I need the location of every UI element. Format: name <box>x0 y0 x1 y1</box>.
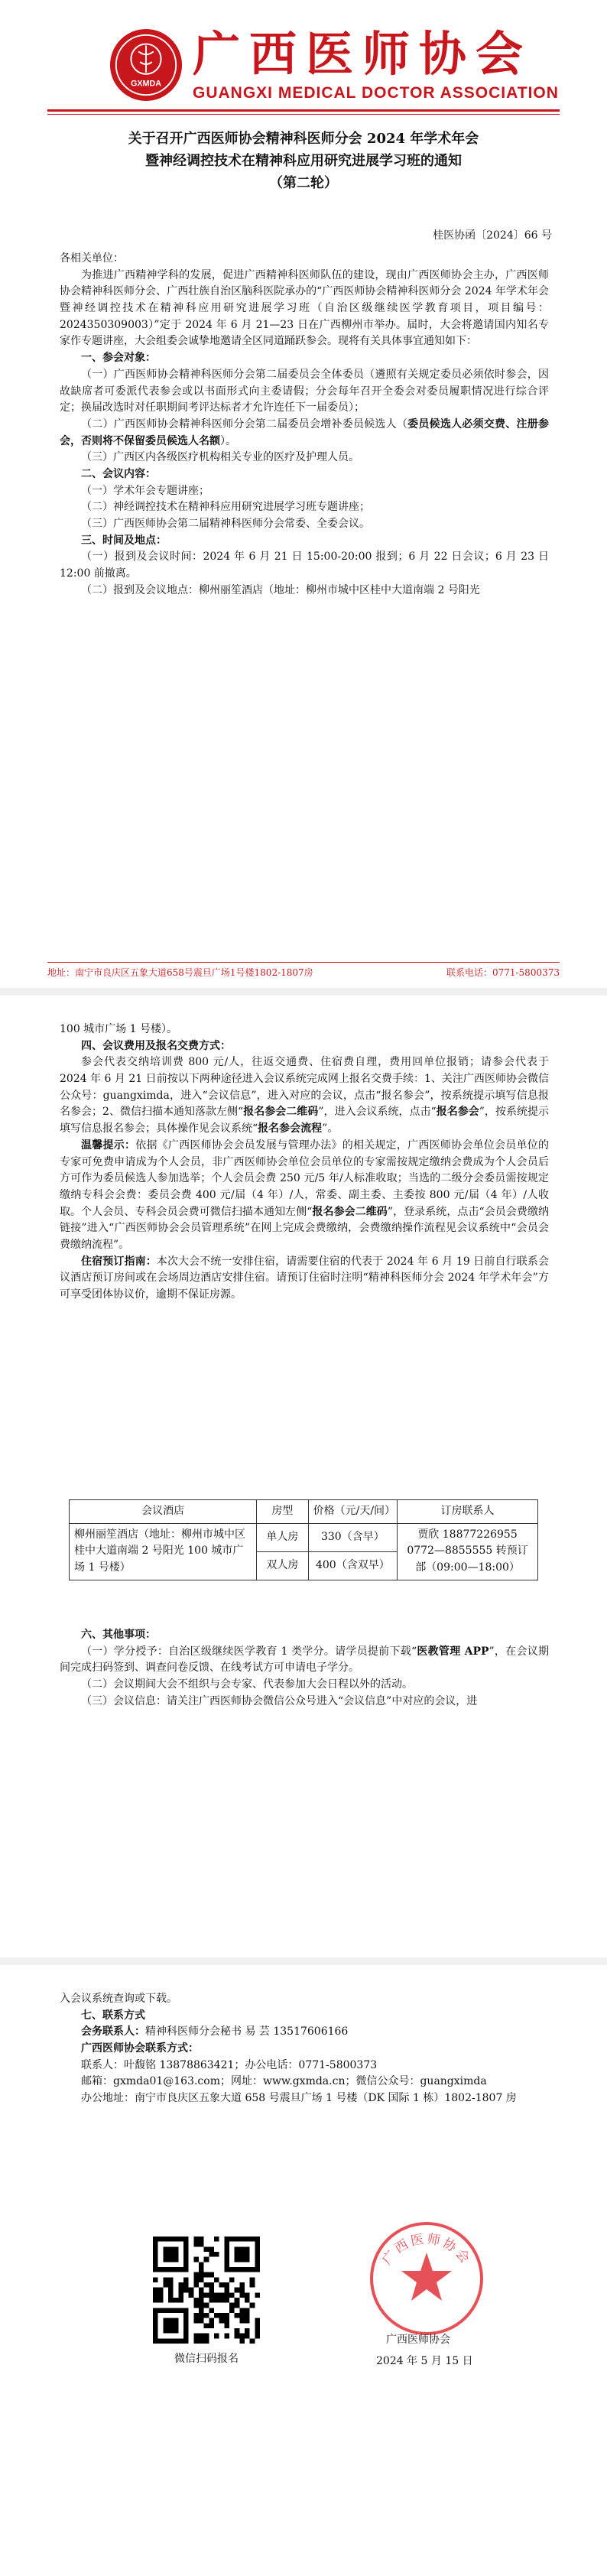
list-item-continued: 100 城市广场 1 号楼）。 <box>60 1023 177 1035</box>
org-name-en: GUANGXI MEDICAL DOCTOR ASSOCIATION <box>193 84 559 102</box>
list-item: （二）广西医师协会精神科医师分会第二届委员会增补委员候选人（委员候选人必须交费、注册参会，否则将不保留委员候选人名额）。 <box>60 417 550 447</box>
list-item: （二）神经调控技术在精神科应用研究进展学习班专题讲座； <box>81 501 370 514</box>
contact-cell: 贾欣 18877226955 0772—8855555 转预订部（09:00—18:00） <box>398 1523 538 1580</box>
association-contact-heading: 广西医师协会联系方式： <box>81 2042 199 2055</box>
tips-paragraph: 温馨提示：依据《广西医师协会会员发展与管理办法》的相关规定，广西医师协会单位会员单位的专家可免费申请成为个人会员，非广西医师协会单位会员单位的专家需按规定缴纳会费成为个人会员后方可作为委员候选人参加选举；个人会员会费 250 元/5 年/人标准收取；当选的二级分会委员需按规定缴纳专科会会费：委员会费 400 元/届（4 年）/人，常委、副主委、主委按 800 元/届（4 年）/人收取。个人会员、专科会员会费可微信扫描本通知左侧“报名参会二维码”，登录系统，点击“会员会费缴纳链接”进入“广西医师协会会员管理系统”在网上完成会费缴纳，会费缴纳操作流程见会议系统中“会员会费缴纳流程”。 <box>60 1139 550 1251</box>
list-item-continued: 入会议系统查询或下载。 <box>60 1993 177 2005</box>
section-heading: 七、联系方式 <box>81 2009 145 2022</box>
section-heading: 六、其他事项： <box>81 1629 156 1641</box>
list-item: （一）广西医师协会精神科医师分会第二届委员会全体委员（遴照有关规定委员必须依时参会，因故缺席者可委派代表参会或以书面形式向主委请假；分会每年召开全委会对委员履职情况进行综合评定；换届改选时对任职期间考评达标者才允许连任下一届委员）； <box>60 368 549 414</box>
header-rule-thin <box>47 114 560 115</box>
hotel-table <box>69 1499 538 1580</box>
signature-org: 广西医师协会 <box>386 2334 450 2346</box>
notice-title <box>47 128 560 194</box>
table-row <box>70 1523 538 1551</box>
org-name-cn: 广西医师协会 <box>193 26 533 82</box>
qr-caption: 微信扫码报名 <box>174 2353 239 2365</box>
list-item: （三）广西区内各级医疗机构相关专业的医疗及护理人员。 <box>81 451 359 464</box>
salutation: 各相关单位： <box>60 252 124 265</box>
section-heading: 一、参会对象： <box>81 352 156 365</box>
title-line: 暨神经调控技术在精神科应用研究进展学习班的通知 <box>145 152 462 169</box>
list-item: （三）会议信息：请关注广西医师协会微信公众号进入“会议信息”中对应的会议，进 <box>81 1694 478 1707</box>
header-rule-thick <box>47 109 560 112</box>
section-heading: 三、时间及地点： <box>81 534 167 547</box>
fee-paragraph: 参会代表交纳培训费 800 元/人，往返交通费、住宿费自理，费用回单位报销；请参会代表于 2024 年 6 月 21 日前按以下两种途径进入会议系统完成网上报名交费手续：1、关注广西医师协会微信公众号：guangximda，进入“会议信息”，进入对应的会议，点击“报名参会”，按系统提示填写信息报名参会；2、微信扫描本通知落款左侧“报名参会二维码”，进入会议系统，点击“报名参会”，按系统提示填写信息报名参会；具体操作见会议系统“报名参会流程”。 <box>60 1056 549 1135</box>
table-header: 价格（元/天/间） <box>308 1500 397 1524</box>
registration-qr-code[interactable] <box>153 2237 260 2344</box>
section-heading: 四、会议费用及报名交费方式： <box>81 1039 231 1052</box>
office-line: 办公地址：南宁市良庆区五象大道 658 号震旦广场 1 号楼（DK 国际 1 栋）1802-1807 房 <box>81 2092 517 2105</box>
footer-address: 地址：南宁市良庆区五象大道658号震旦广场1号楼1802-1807房 <box>47 967 313 978</box>
table-header-row <box>70 1500 538 1524</box>
notice-body-page1 <box>60 251 549 599</box>
lodging-paragraph: 住宿预订指南：本次大会不统一安排住宿，请需要住宿的代表于 2024 年 6 月 19 日前自行联系会议酒店预订房间或在会场周边酒店安排住宿。请预订住宿时注明“精神科医师分会 2024 年学术年会”方可享受团体协议价，逾期不保证房源。 <box>60 1255 549 1301</box>
list-item: （二）报到及会议地点：柳州丽笙酒店（地址：柳州市城中区桂中大道南端 2 号阳光 <box>81 583 480 596</box>
list-item: （一）报到及会议时间：2024 年 6 月 21 日 15:00-20:00 报到；6 月 22 日会议；6 月 23 日 12:00 前撤离。 <box>60 551 549 580</box>
table-header: 会议酒店 <box>70 1500 257 1524</box>
section-heading: 二、会议内容： <box>81 467 156 480</box>
notice-body-page3 <box>60 1991 549 2107</box>
title-line: 关于召开广西医师协会精神科医师分会 2024 年学术年会 <box>128 131 479 147</box>
intro-paragraph: 为推进广西精神学科的发展，促进广西精神科医师队伍的建设，现由广西医师协会主办，广西医师协会精神科医师分会、广西壮族自治区脑科医院承办的“广西医师协会精神科医师分会 2024 年学术年会暨神经调控技术在精神科应用研究进展学习班（自治区级继续医学教育项目，项目编号：2024350309003）”定于 2024 年 6 月 21—23 日在广西柳州市举办。届时，大会将邀请国内知名专家作专题讲座，大会组委会诚挚地邀请全区同道踊跃参会。现将有关具体事宜通知如下： <box>60 268 549 348</box>
list-item: （二）会议期间大会不组织与会专家、代表参加大会日程以外的活动。 <box>81 1678 413 1691</box>
logo-text: GXMDA <box>130 79 162 89</box>
list-item: （三）广西医师协会第二届精神科医师分会常委、全委会议。 <box>81 518 370 530</box>
price-cell: 330（含早） <box>308 1523 397 1551</box>
affairs-contact: 会务联系人：精神科医师分会秘书 易 芸 13517606166 <box>81 2025 349 2038</box>
official-seal <box>365 2217 488 2340</box>
list-item: （一）学术年会专题讲座； <box>81 484 209 497</box>
email-line: 邮箱：gxmda01@163.com；网址：www.gxmda.cn；微信公众号：guangximda <box>81 2075 487 2088</box>
title-line: （第二轮） <box>269 174 338 191</box>
contact-line: 联系人：叶馥铭 13878863421；办公电话：0771-5800373 <box>81 2058 378 2071</box>
room-type-cell: 双人房 <box>257 1551 308 1580</box>
notice-body-page2 <box>60 1022 549 1304</box>
notice-body-page2-other <box>60 1627 549 1710</box>
footer-rule <box>47 962 560 963</box>
page-separator <box>0 1957 607 1965</box>
room-type-cell: 单人房 <box>257 1523 308 1551</box>
table-header: 房型 <box>257 1500 308 1524</box>
list-item: （一）学分授予：自治区级继续医学教育 1 类学分。请学员提前下载“医教管理 APP”，在会议期间完成扫码签到、调查问卷反馈、在线考试方可申请电子学分。 <box>60 1645 549 1675</box>
hotel-cell: 柳州丽笙酒店（地址：柳州市城中区桂中大道南端 2 号阳光 100 城市广场 1 号楼） <box>70 1523 257 1580</box>
footer-phone: 联系电话：0771-5800373 <box>446 967 560 978</box>
document-number: 桂医协函〔2024〕66 号 <box>433 229 552 242</box>
association-logo <box>109 28 183 102</box>
table-header: 订房联系人 <box>398 1500 538 1524</box>
seal-text: 广西医师协会 <box>379 2231 474 2268</box>
page-separator <box>0 988 607 996</box>
price-cell: 400（含双早） <box>308 1551 397 1580</box>
signature-date: 2024 年 5 月 15 日 <box>376 2355 473 2367</box>
